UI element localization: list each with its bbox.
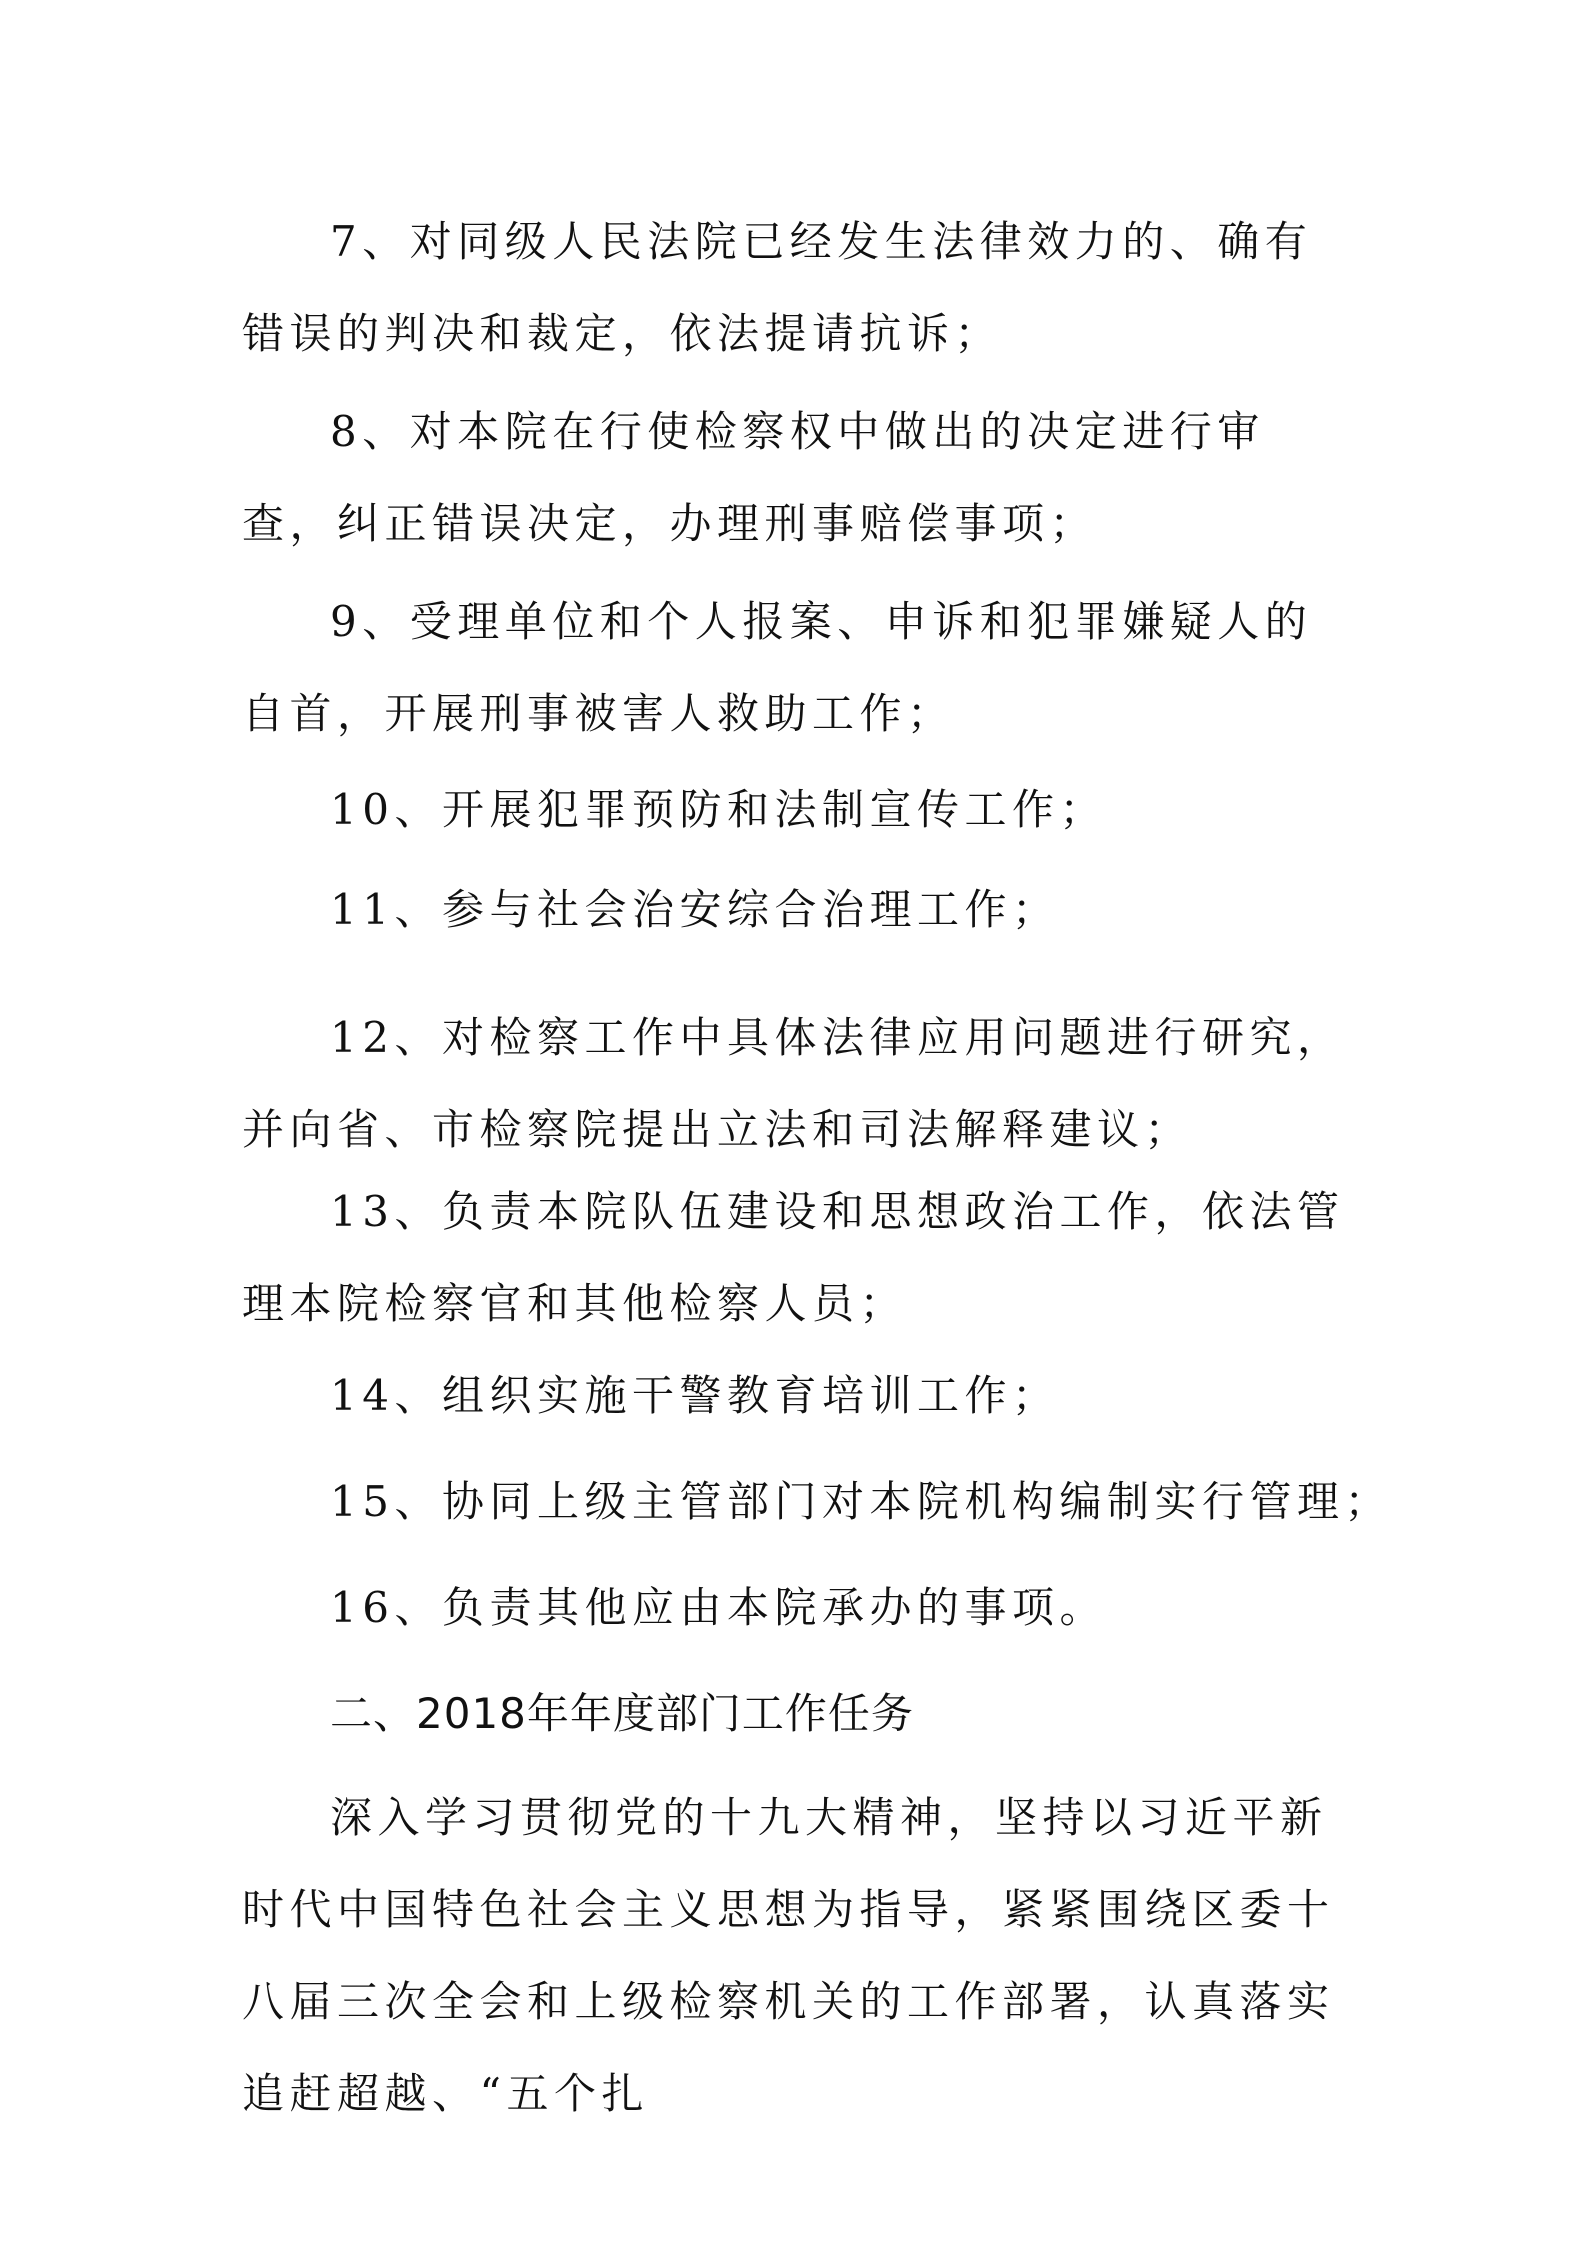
section-body-paragraph: 深入学习贯彻党的十九大精神，坚持以习近平新时代中国特色社会主义思想为指导，紧紧围绕区委十八届三次全会和上级检察机关的工作部署，认真落实追赶超越、“五个扎 [242, 1793, 1335, 2118]
duty-item-8: 8、对本院在行使检察权中做出的决定进行审查，纠正错误决定，办理刑事赔偿事项； [242, 407, 1265, 548]
duty-item-16: 16、负责其他应由本院承办的事项。 [330, 1583, 1107, 1632]
duty-item-14: 14、组织实施干警教育培训工作； [330, 1371, 1060, 1420]
duty-item-13: 13、负责本院队伍建设和思想政治工作，依法管理本院检察官和其他检察人员； [242, 1187, 1345, 1328]
duty-item-12: 12、对检察工作中具体法律应用问题进行研究，并向省、市检察院提出立法和司法解释建议； [242, 1013, 1345, 1154]
duty-item-11: 11、参与社会治安综合治理工作； [330, 885, 1060, 934]
duty-item-15: 15、协同上级主管部门对本院机构编制实行管理； [330, 1477, 1392, 1526]
duty-item-9: 9、受理单位和个人报案、申诉和犯罪嫌疑人的自首，开展刑事被害人救助工作； [242, 597, 1313, 738]
duty-item-10: 10、开展犯罪预防和法制宣传工作； [330, 785, 1107, 834]
section-heading: 二、2018年年度部门工作任务 [330, 1689, 914, 1738]
duty-item-7: 7、对同级人民法院已经发生法律效力的、确有错误的判决和裁定，依法提请抗诉； [242, 217, 1313, 358]
